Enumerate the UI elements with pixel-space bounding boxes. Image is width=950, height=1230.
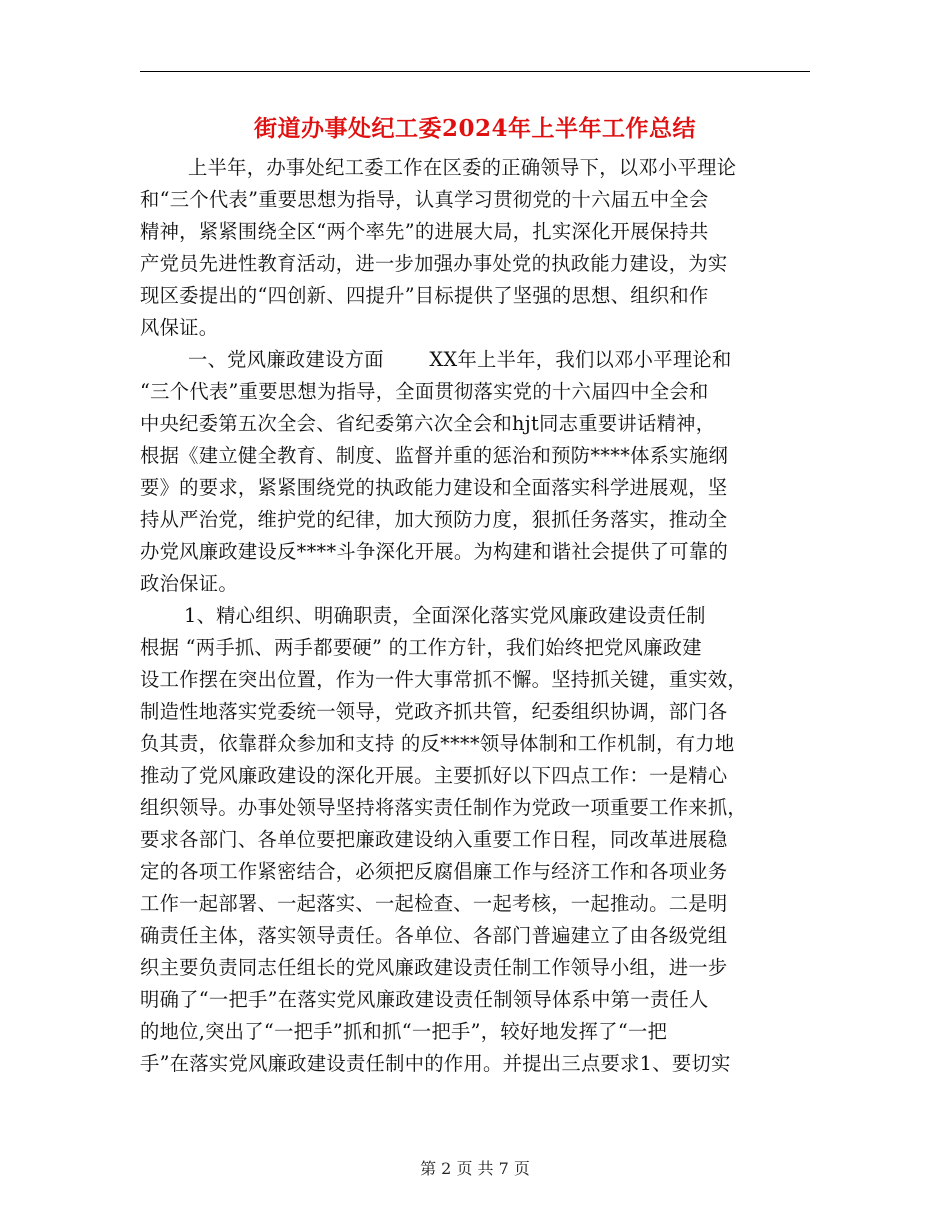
text-line: 产党员先进性教育活动，进一步加强办事处党的执政能力建设，为实 (140, 252, 728, 275)
page-number: 第 2 页 共 7 页 (420, 1159, 530, 1178)
text-line: 组织领导。办事处领导坚持将落实责任制作为党政一项重要工作来抓， (140, 796, 748, 819)
text-line: 设工作摆在突出位置，作为一件大事常抓不懈。坚持抓关键，重实效， (140, 668, 748, 691)
text-line: 要》的要求，紧紧围绕党的执政能力建设和全面落实科学进展观，坚 (140, 476, 728, 499)
text-line: 要求各部门、各单位要把廉政建设纳入重要工作日程，同改革进展稳 (140, 828, 728, 851)
text-line: 根据 “两手抓、两手都要硬” 的工作方针，我们始终把党风廉政建 (140, 636, 702, 659)
text-line: 根据《建立健全教育、制度、监督并重的惩治和预防****体系实施纲 (140, 444, 729, 467)
text-line: 制造性地落实党委统一领导，党政齐抓共管，纪委组织协调，部门各 (140, 700, 728, 723)
text-line: 上半年，办事处纪工委工作在区委的正确领导下，以邓小平理论 (188, 156, 737, 179)
text-line: 办党风廉政建设反****斗争深化开展。为构建和谐社会提供了可靠的 (140, 540, 729, 563)
text-line: 工作一起部署、一起落实、一起检查、一起考核，一起推动。二是明 (140, 892, 728, 915)
text-line: 织主要负责同志任组长的党风廉政建设责任制工作领导小组，进一步 (140, 956, 728, 979)
text-line: 的地位,突出了“一把手”抓和抓“一把手”，较好地发挥了“一把 (140, 1020, 668, 1043)
text-line: 确责任主体，落实领导责任。各单位、各部门普遍建立了由各级党组 (140, 924, 728, 947)
text-line: 风保证。 (140, 316, 219, 339)
text-line: 定的各项工作紧密结合，必须把反腐倡廉工作与经济工作和各项业务 (140, 860, 728, 883)
text-line: 推动了党风廉政建设的深化开展。主要抓好以下四点工作：一是精心 (140, 764, 728, 787)
text-line: 手”在落实党风廉政建设责任制中的作用。并提出三点要求1、要切实 (140, 1052, 731, 1075)
header-rule (140, 71, 810, 72)
text-line: 负其责，依靠群众参加和支持 的反****领导体制和工作机制，有力地 (140, 732, 735, 755)
text-line: 现区委提出的“四创新、四提升”目标提供了坚强的思想、组织和作 (140, 284, 709, 307)
text-line: 政治保证。 (140, 572, 238, 595)
text-line: 明确了“一把手”在落实党风廉政建设责任制领导体系中第一责任人 (140, 988, 709, 1011)
document-title: 街道办事处纪工委2024年上半年工作总结 (253, 115, 696, 142)
text-line: 持从严治党，维护党的纪律，加大预防力度，狠抓任务落实，推动全 (140, 508, 728, 531)
text-line: 和“三个代表”重要思想为指导，认真学习贯彻党的十六届五中全会 (140, 188, 709, 211)
text-line: 中央纪委第五次全会、省纪委第六次全会和hjt同志重要讲话精神， (140, 412, 716, 435)
text-line: 精神，紧紧围绕全区“两个率先”的进展大局，扎实深化开展保持共 (140, 220, 709, 243)
text-line: “三个代表”重要思想为指导，全面贯彻落实党的十六届四中全会和 (140, 380, 709, 403)
section-heading: 1、精心组织、明确职责，全面深化落实党风廉政建设责任制 (184, 604, 706, 627)
text-line: 一、党风廉政建设方面 XX年上半年，我们以邓小平理论和 (188, 348, 732, 371)
